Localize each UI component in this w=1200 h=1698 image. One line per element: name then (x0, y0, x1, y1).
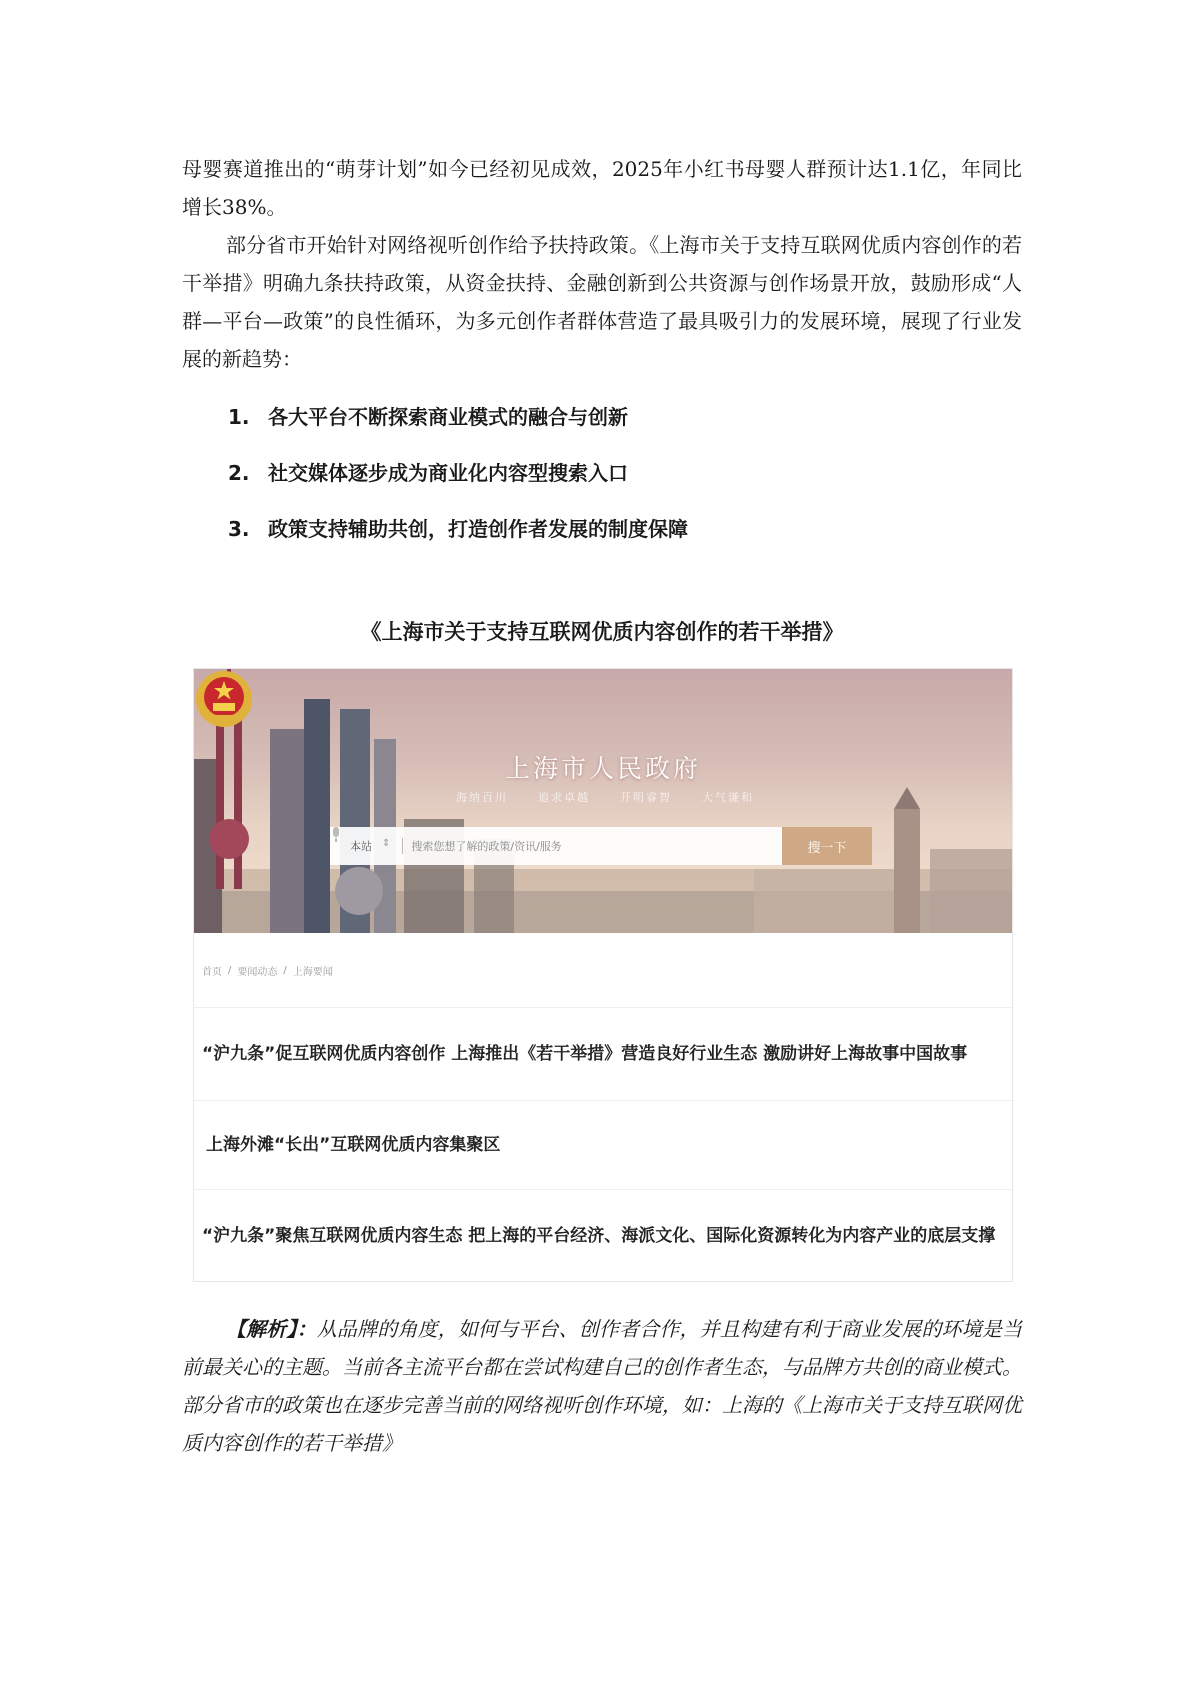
trend-text: 政策支持辅助共创，打造创作者发展的制度保障 (268, 517, 688, 541)
figure-caption: 《上海市关于支持互联网优质内容创作的若干举措》 (360, 619, 844, 644)
slogan-tag: 海纳百川 (456, 791, 508, 804)
analysis-label: 【解析】： (226, 1317, 317, 1341)
news-title: “沪九条”聚焦互联网优质内容生态 把上海的平台经济、海派文化、国际化资源转化为内容产业的底层支撑 (202, 1226, 996, 1246)
news-title: 上海外滩“长出”互联网优质内容集聚区 (206, 1135, 501, 1155)
trend-text: 各大平台不断探索商业模式的融合与创新 (268, 405, 628, 429)
breadcrumb-separator: / (228, 964, 232, 976)
slogan-tag: 大气谦和 (702, 791, 754, 804)
trend-number: 3. (228, 517, 250, 541)
trend-text: 社交媒体逐步成为商业化内容型搜索入口 (268, 461, 628, 485)
search-button[interactable]: 搜一下 (782, 827, 872, 865)
news-item[interactable] (194, 1101, 1012, 1190)
news-title: “沪九条”促互联网优质内容创作 上海推出《若干举措》营造良好行业生态 激励讲好上海故事中国故事 (202, 1044, 968, 1064)
news-item[interactable] (194, 1008, 1012, 1101)
microphone-icon[interactable] (330, 827, 342, 843)
breadcrumb-news[interactable]: 要闻动态 (237, 966, 278, 978)
search-input[interactable]: 搜索您想了解的政策/资讯/服务 (402, 838, 782, 854)
analysis-paragraph (182, 1310, 1022, 1462)
slogan-tag: 追求卓越 (538, 791, 590, 804)
paragraph-1: 母婴赛道推出的“萌芽计划”如今已经初见成效，2025年小红书母婴人群预计达1.1亿，年同比增长38%。 (182, 157, 1022, 219)
national-emblem-icon (194, 669, 254, 729)
trend-item-1 (182, 398, 1022, 454)
scope-arrow-icon: ⇕ (382, 838, 391, 849)
trend-list (182, 398, 1022, 566)
breadcrumb-home[interactable]: 首页 (202, 966, 222, 978)
site-search-box[interactable] (330, 827, 782, 865)
gov-site-title: 上海市人民政府 (504, 754, 701, 783)
gov-slogans (456, 789, 754, 805)
breadcrumb-separator: / (283, 964, 287, 976)
slogan-tag: 开明睿智 (620, 791, 672, 804)
trend-number: 2. (228, 461, 250, 485)
document-body (182, 150, 1022, 566)
trend-item-2 (182, 454, 1022, 510)
skyline-banner (194, 669, 1012, 933)
breadcrumb (194, 933, 1012, 1008)
paragraph-2: 部分省市开始针对网络视听创作给予扶持政策。《上海市关于支持互联网优质内容创作的若干举措》明确九条扶持政策，从资金扶持、金融创新到公共资源与创作场景开放，鼓励形成“人群—平台—政策”的良性循环，为多元创作者群体营造了最具吸引力的发展环境，展现了行业发展的新趋势： (182, 233, 1022, 371)
gov-site-screenshot (193, 668, 1013, 1282)
news-item[interactable] (194, 1190, 1012, 1282)
trend-item-3 (182, 510, 1022, 566)
search-scope-label: 本站 (350, 840, 372, 853)
breadcrumb-current[interactable]: 上海要闻 (292, 966, 333, 978)
trend-number: 1. (228, 405, 250, 429)
analysis-text: 从品牌的角度，如何与平台、创作者合作，并且构建有利于商业发展的环境是当前最关心的主题。当前各主流平台都在尝试构建自己的创作者生态，与品牌方共创的商业模式。部分省市的政策也在逐步完善当前的网络视听创作环境，如：上海的《上海市关于支持互联网优质内容创作的若干举措》 (182, 1317, 1023, 1455)
